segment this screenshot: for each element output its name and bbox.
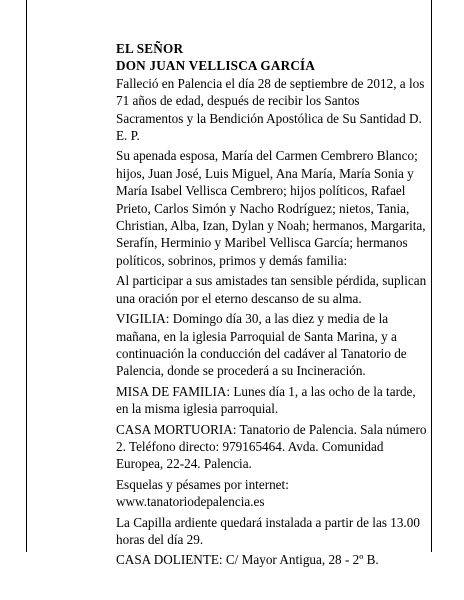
obituary-text (116, 40, 428, 569)
title-line-1: EL SEÑOR (116, 41, 184, 56)
paragraph-family: Su apenada esposa, María del Carmen Cembrero Blanco; hijos, Juan José, Luis Miguel, Ana María, María Sonia y María Isabel Vellisca Cembrero; hijos políticos, Rafael Prieto, Carlos Simón y Nacho Rodríguez; nietos, Tania, Christian, Alba, Izan, Dylan y Noah; hermanos, Margarita, Serafín, Herminio y Maribel Vellisca García; hermanos políticos, sobrinos, primos y demás familia: (116, 148, 426, 268)
paragraph-death-notice: Falleció en Palencia el día 28 de septiembre de 2012, a los 71 años de edad, después de recibir los Santos Sacramentos y la Bendición Apostólica de Su Santidad D. E. P. (116, 75, 425, 144)
paragraph-chapel: La Capilla ardiente quedará instalada a partir de las 13.00 horas del día 29. (116, 514, 420, 547)
title-line-2: DON JUAN VELLISCA GARCÍA (116, 58, 316, 74)
paragraph-internet: Esquelas y pésames por internet: www.tanatoriodepalencia.es (116, 476, 289, 510)
paragraph-family-home: CASA DOLIENTE: C/ Mayor Antigua, 28 - 2º B. (116, 552, 379, 568)
paragraph-prayer-request: Al participar a sus amistades tan sensible pérdida, suplican una oración por el eterno descanso de su alma. (116, 273, 427, 306)
paragraph-vigil: VIGILIA: Domingo día 30, a las diez y media de la mañana, en la iglesia Parroquial de Santa Marina, y a continuación la conducción del cadáver al Tanatorio de Palencia, donde se procederá a su Incineración. (116, 311, 407, 379)
paragraph-funeral-home: CASA MORTUORIA: Tanatorio de Palencia. Sala número 2. Teléfono directo: 979165464. Avda. Comunidad Europea, 22-24. Palencia. (116, 421, 427, 472)
paragraph-family-mass: MISA DE FAMILIA: Lunes día 1, a las ocho de la tarde, en la misma iglesia parroquial. (116, 383, 416, 417)
